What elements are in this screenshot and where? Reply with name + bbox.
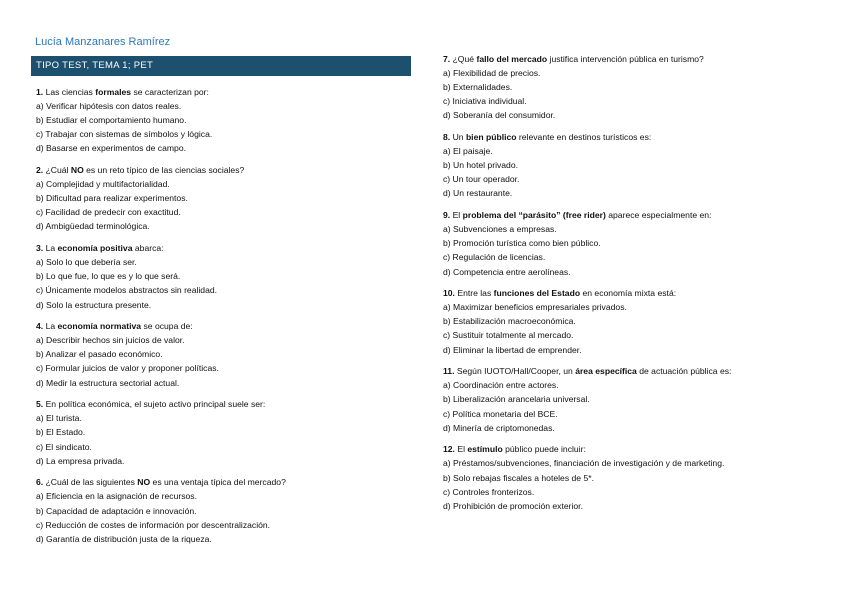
question-text: Entre las	[457, 288, 494, 299]
answer-option-b: b) Lo que fue, lo que es y lo que será.	[36, 271, 181, 282]
question-text: El	[452, 210, 463, 221]
question-text: La	[45, 321, 58, 332]
question-stem	[443, 130, 838, 144]
question-number: 4.	[36, 321, 44, 332]
answer-option-a: a) Coordinación entre actores.	[443, 380, 559, 391]
question-stem	[36, 241, 431, 255]
question-text: es una ventaja típica del mercado?	[150, 477, 286, 488]
answer-option-d: d) Medir la estructura sectorial actual.	[36, 377, 180, 388]
question-text: El	[457, 444, 468, 455]
question-keyword: fallo del mercado	[476, 54, 548, 64]
question-text: se ocupa de:	[141, 321, 193, 332]
question-number: 5.	[36, 399, 44, 410]
question-number: 2.	[36, 165, 44, 176]
question-number: 8.	[443, 132, 451, 143]
question-number: 12.	[443, 444, 455, 455]
question-keyword: funciones del Estado	[493, 288, 581, 299]
answer-option-d: d) Competencia entre aerolíneas.	[443, 266, 571, 277]
question-2	[36, 163, 431, 233]
answer-option-b: b) Promoción turística como bien público.	[443, 238, 601, 249]
answer-option-a: a) Describir hechos sin juicios de valor.	[36, 335, 185, 346]
answer-option-a: a) Flexibilidad de precios.	[443, 68, 541, 79]
question-text: abarca:	[132, 243, 164, 254]
question-stem	[36, 319, 431, 333]
answer-option-a: a) Verificar hipótesis con datos reales.	[36, 101, 182, 112]
question-3	[36, 241, 431, 311]
answer-option-a: a) El paisaje.	[443, 146, 493, 157]
answer-option-a: a) Maximizar beneficios empresariales privados.	[443, 302, 627, 313]
question-number: 11.	[443, 366, 455, 377]
answer-option-d: d) Un restaurante.	[443, 188, 513, 199]
question-stem	[443, 52, 838, 66]
question-4	[36, 319, 431, 389]
answer-option-c: c) Política monetaria del BCE.	[443, 408, 558, 419]
answer-option-b: b) Un hotel privado.	[443, 160, 518, 171]
answer-option-a: a) Complejidad y multifactorialidad.	[36, 179, 170, 190]
question-keyword: NO	[70, 165, 84, 176]
question-stem	[443, 208, 838, 222]
question-text: ¿Qué	[452, 54, 477, 64]
answer-option-c: c) Controles fronterizos.	[443, 486, 535, 497]
answer-option-c: c) Regulación de licencias.	[443, 252, 546, 263]
question-text: ¿Cuál	[45, 165, 71, 176]
answer-option-c: c) El sindicato.	[36, 441, 92, 452]
answer-option-b: b) El Estado.	[36, 427, 86, 438]
question-number: 1.	[36, 87, 44, 97]
question-stem	[443, 286, 838, 300]
question-9	[443, 208, 838, 278]
question-stem	[36, 163, 431, 177]
answer-option-d: d) La empresa privada.	[36, 455, 125, 466]
answer-option-b: b) Liberalización arancelaria universal.	[443, 394, 590, 405]
question-number: 7.	[443, 54, 451, 64]
question-text: justifica intervención pública en turismo?	[547, 54, 704, 64]
question-text: público puede incluir:	[502, 444, 586, 455]
answer-option-c: c) Trabajar con sistemas de símbolos y lógica.	[36, 129, 213, 140]
answer-option-c: c) Sustituir totalmente al mercado.	[443, 330, 574, 341]
answer-option-d: d) Eliminar la libertad de emprender.	[443, 344, 582, 355]
question-keyword: bien público	[465, 132, 517, 143]
answer-option-b: b) Dificultad para realizar experimentos.	[36, 193, 188, 204]
question-text: relevante en destinos turísticos es:	[516, 132, 652, 143]
question-1	[36, 85, 431, 155]
answer-option-a: a) Solo lo que debería ser.	[36, 257, 137, 268]
question-keyword: área específica	[575, 366, 637, 377]
answer-option-a: a) El turista.	[36, 413, 82, 424]
section-banner: TIPO TEST, TEMA 1; PET	[31, 56, 411, 76]
question-text: En política económica, el sujeto activo principal suele ser:	[45, 399, 266, 410]
question-6	[36, 475, 431, 545]
answer-option-b: b) Capacidad de adaptación e innovación.	[36, 505, 197, 516]
answer-option-d: d) Minería de criptomonedas.	[443, 422, 555, 433]
question-11	[443, 364, 838, 434]
answer-option-a: a) Subvenciones a empresas.	[443, 224, 557, 235]
question-text: aparece especialmente en:	[605, 210, 712, 221]
answer-option-d: d) Ambigüedad terminológica.	[36, 221, 150, 232]
answer-option-c: c) Iniciativa individual.	[443, 96, 527, 107]
question-text: es un reto típico de las ciencias sociales?	[83, 165, 245, 176]
answer-option-d: d) Prohibición de promoción exterior.	[443, 500, 583, 511]
question-keyword: economía normativa	[57, 321, 142, 332]
question-stem	[36, 85, 431, 99]
question-number: 10.	[443, 288, 455, 299]
answer-option-b: b) Externalidades.	[443, 82, 513, 93]
question-keyword: economía positiva	[57, 243, 133, 254]
question-keyword: formales	[95, 87, 132, 97]
question-keyword: estímulo	[467, 444, 503, 455]
answer-option-c: c) Un tour operador.	[443, 174, 520, 185]
question-stem	[443, 442, 838, 456]
answer-option-d: d) Solo la estructura presente.	[36, 299, 152, 310]
question-stem	[443, 364, 838, 378]
question-text: en economía mixta está:	[580, 288, 677, 299]
question-number: 9.	[443, 210, 451, 221]
question-stem	[36, 475, 431, 489]
answer-option-c: c) Facilidad de predecir con exactitud.	[36, 207, 181, 218]
answer-option-b: b) Estudiar el comportamiento humano.	[36, 115, 187, 126]
question-12	[443, 442, 838, 512]
questions-column-left	[36, 85, 431, 553]
question-text: Un	[452, 132, 466, 143]
answer-option-a: a) Préstamos/subvenciones, financiación de investigación y de marketing.	[443, 458, 725, 469]
author-name: Lucía Manzanares Ramírez	[35, 36, 171, 48]
question-text: Según IUOTO/Hall/Cooper, un	[456, 366, 576, 377]
answer-option-c: c) Únicamente modelos abstractos sin realidad.	[36, 285, 218, 296]
question-8	[443, 130, 838, 200]
question-number: 6.	[36, 477, 44, 488]
question-5	[36, 397, 431, 467]
question-text: Las ciencias	[45, 87, 96, 97]
answer-option-b: b) Estabilización macroeconómica.	[443, 316, 576, 327]
question-text: ¿Cuál de las siguientes	[45, 477, 138, 488]
answer-option-c: c) Reducción de costes de información por descentralización.	[36, 519, 271, 530]
question-keyword: NO	[137, 477, 151, 488]
answer-option-c: c) Formular juicios de valor y proponer políticas.	[36, 363, 219, 374]
question-stem	[36, 397, 431, 411]
answer-option-b: b) Analizar el pasado económico.	[36, 349, 163, 360]
answer-option-d: d) Garantía de distribución justa de la riqueza.	[36, 533, 212, 544]
question-7	[443, 52, 838, 122]
question-keyword: problema del “parásito” (free rider)	[462, 210, 606, 221]
question-number: 3.	[36, 243, 44, 254]
question-text: se caracterizan por:	[131, 87, 209, 97]
question-text: La	[45, 243, 58, 254]
question-text: de actuación pública es:	[636, 366, 732, 377]
questions-column-right	[443, 52, 838, 520]
answer-option-a: a) Eficiencia en la asignación de recursos.	[36, 491, 197, 502]
answer-option-d: d) Soberanía del consumidor.	[443, 110, 556, 121]
answer-option-d: d) Basarse en experimentos de campo.	[36, 143, 186, 154]
answer-option-b: b) Solo rebajas fiscales a hoteles de 5*.	[443, 472, 594, 483]
question-10	[443, 286, 838, 356]
